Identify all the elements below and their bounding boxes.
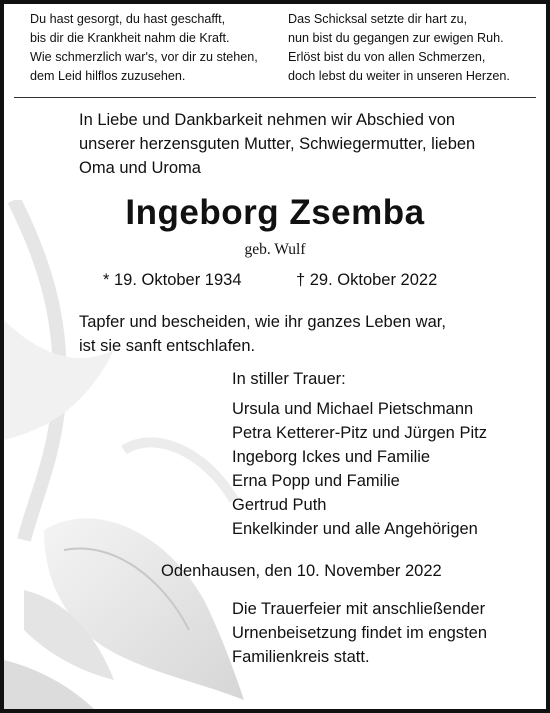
mourner: Enkelkinder und alle Angehörigen (232, 520, 478, 538)
poem-line: doch lebst du weiter in unseren Herzen. (288, 69, 510, 83)
intro-text (79, 108, 475, 180)
mourner: Erna Popp und Familie (232, 472, 400, 490)
poem-line: Erlöst bist du von allen Schmerzen, (288, 50, 486, 64)
mourner: Petra Ketterer-Pitz und Jürgen Pitz (232, 424, 487, 442)
poem-line: dem Leid hilflos zuzusehen. (30, 69, 186, 83)
mourners-list (232, 397, 487, 541)
poem-right (288, 10, 510, 86)
death-date: † 29. Oktober 2022 (296, 271, 438, 289)
mourner: Gertrud Puth (232, 496, 327, 514)
birth-date: * 19. Oktober 1934 (103, 271, 242, 289)
funeral-line: Urnenbeisetzung findet im engsten (232, 624, 487, 642)
tribute-line: Tapfer und bescheiden, wie ihr ganzes Leben war, (79, 313, 446, 331)
deceased-name: Ingeborg Zsemba (125, 193, 425, 232)
poem-line: Wie schmerzlich war's, vor dir zu stehen, (30, 50, 258, 64)
poem-line: Du hast gesorgt, du hast geschafft, (30, 12, 226, 26)
poem-left (30, 10, 258, 86)
intro-line: In Liebe und Dankbarkeit nehmen wir Abschied von (79, 111, 456, 129)
mourners-title: In stiller Trauer: (232, 370, 346, 388)
funeral-line: Die Trauerfeier mit anschließender (232, 600, 486, 618)
poem-line: bis dir die Krankheit nahm die Kraft. (30, 31, 230, 45)
poem-line: nun bist du gegangen zur ewigen Ruh. (288, 31, 504, 45)
maiden-name: geb. Wulf (244, 241, 306, 258)
tribute-line: ist sie sanft entschlafen. (79, 337, 256, 355)
poem-line: Das Schicksal setzte dir hart zu, (288, 12, 468, 26)
divider (14, 97, 536, 98)
tribute-text (79, 310, 446, 358)
mourner: Ursula und Michael Pietschmann (232, 400, 474, 418)
mourner: Ingeborg Ickes und Familie (232, 448, 431, 466)
funeral-line: Familienkreis statt. (232, 648, 370, 666)
place-date: Odenhausen, den 10. November 2022 (161, 562, 442, 580)
intro-line: unserer herzensguten Mutter, Schwiegermutter, lieben (79, 135, 476, 153)
funeral-notice (232, 597, 487, 669)
intro-line: Oma und Uroma (79, 159, 201, 177)
